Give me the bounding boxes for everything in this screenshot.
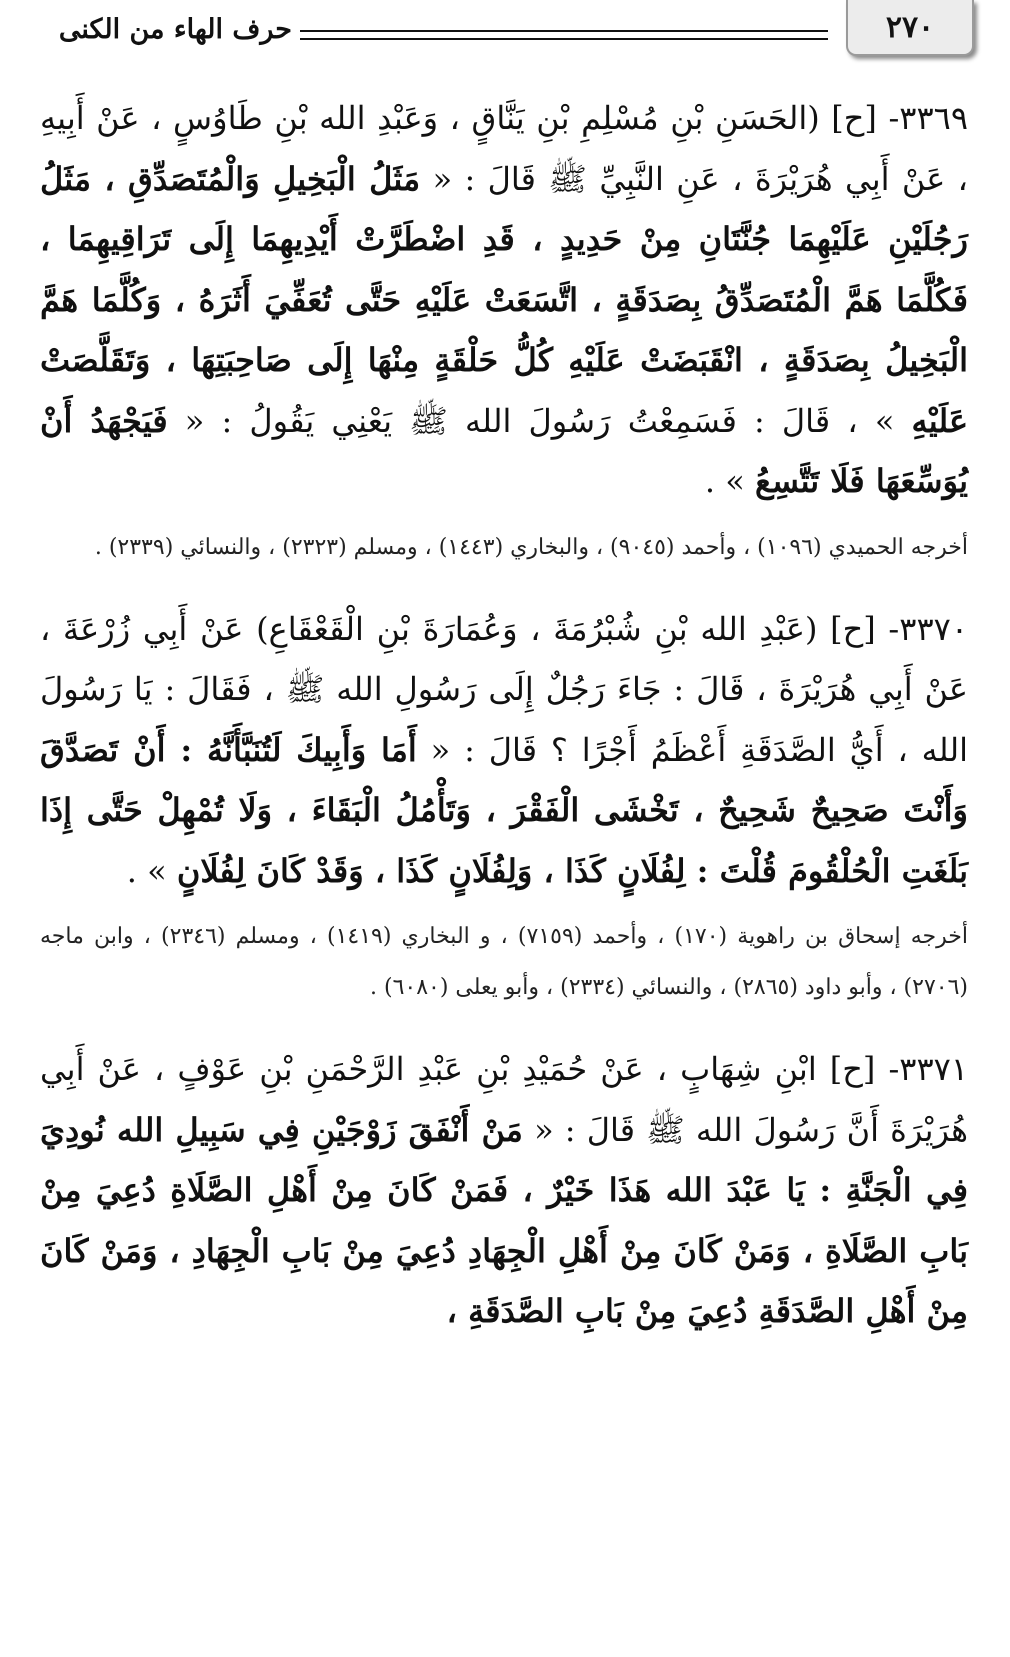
- page-content: [40, 88, 968, 1342]
- hadith-takhrij: أخرجه الحميدي (١٠٩٦) ، وأحمد (٩٠٤٥) ، والبخاري (١٤٤٣) ، ومسلم (٢٣٢٣) ، والنسائي (٢٣٣٩) .: [94, 534, 968, 560]
- hadith-matn: مَنْ أَنْفَقَ زَوْجَيْنِ فِي سَبِيلِ الله نُودِيَ فِي الْجَنَّةِ : يَا عَبْدَ الله هَذَا خَيْرٌ ، فَمَنْ كَانَ مِنْ أَهْلِ الصَّلَاةِ دُعِيَ مِنْ بَابِ الصَّلَاةِ ، وَمَنْ كَانَ مِنْ أَهْلِ الْجِهَادِ دُعِيَ مِنْ بَابِ الْجِهَادِ ، وَمَنْ كَانَ مِنْ أَهْلِ الصَّدَقَةِ دُعِيَ مِنْ بَابِ الصَّدَقَةِ ،: [40, 1110, 969, 1330]
- hadith-entry: [40, 1039, 968, 1342]
- hadith-number: ٣٣٧١: [899, 1050, 969, 1088]
- hadith-takhrij: أخرجه إسحاق بن راهوية (١٧٠) ، وأحمد (٧١٥٩) ، و البخاري (١٤١٩) ، ومسلم (٢٣٤٦) ، وابن ماجه (٢٧٠٦) ، وأبو داود (٢٨٦٥) ، والنسائي (٢٣٣٤) ، وأبو يعلى (٦٠٨٠) .: [40, 924, 968, 1000]
- header-double-rule: [300, 30, 828, 40]
- chapter-title: حرف الهاء من الكنى: [58, 14, 292, 45]
- hadith-entry: [40, 599, 968, 1014]
- page-number: ٢٧٠: [885, 9, 935, 45]
- hadith-closing: » .: [126, 851, 167, 890]
- hadith-number: ٣٣٧٠: [899, 609, 968, 648]
- hadith-matn: أَمَا وَأَبِيكَ لَتُنَبَّأَنَّهُ : أَنْ تَصَدَّقَ وَأَنْتَ صَحِيحٌ شَحِيحٌ ، تَخْشَى الْفَقْرَ ، وَتَأْمُلُ الْبَقَاءَ ، وَلَا تُمْهِلْ حَتَّى إِذَا بَلَغَتِ الْحُلْقُومَ قُلْتَ : لِفُلَانٍ كَذَا ، وَلِفُلَانٍ كَذَا ، وَقَدْ كَانَ لِفُلَانٍ: [40, 730, 968, 890]
- hadith-number: ٣٣٦٩: [899, 99, 968, 137]
- hadith-chain: - [ح] ابْنِ شِهَابٍ ، عَنْ حُمَيْدِ بْنِ عَبْدِ الرَّحْمَنِ بْنِ عَوْفٍ ، عَنْ أَبِي هُرَيْرَةَ أَنَّ رَسُولَ الله ﷺ قَالَ : «: [40, 1050, 969, 1149]
- hadith-entry: [40, 88, 968, 573]
- hadith-text: [40, 599, 968, 902]
- hadith-text: [40, 1039, 968, 1342]
- page-header: [0, 0, 1010, 70]
- hadith-closing: » .: [704, 462, 745, 500]
- hadith-chain: - [ح] (الحَسَنِ بْنِ مُسْلِمِ بْنِ يَنَّاقٍ ، وَعَبْدِ الله بْنِ طَاوُسٍ ، عَنْ أَبِيهِ ، عَنْ أَبِي هُرَيْرَةَ ، عَنِ النَّبِيِّ ﷺ قَالَ : «: [40, 99, 969, 198]
- hadith-matn-continued: فَيَجْهَدُ أَنْ يُوَسِّعَهَا فَلَا تَتَّسِعُ: [40, 401, 968, 500]
- hadith-connector: » ، قَالَ : فَسَمِعْتُ رَسُولَ الله ﷺ يَعْنِي يَقُولُ : «: [184, 401, 895, 440]
- hadith-chain: - [ح] (عَبْدِ الله بْنِ شُبْرُمَةَ ، وَعُمَارَةَ بْنِ الْقَعْقَاعِ) عَنْ أَبِي زُرْعَةَ ، عَنْ أَبِي هُرَيْرَةَ ، قَالَ : جَاءَ رَجُلٌ إِلَى رَسُولِ الله ﷺ ، فَقَالَ : يَا رَسُولَ الله ، أَيُّ الصَّدَقَةِ أَعْظَمُ أَجْرًا ؟ قَالَ : «: [40, 609, 969, 769]
- page-number-tab: [846, 0, 974, 56]
- hadith-text: [40, 88, 968, 512]
- hadith-matn: مَثَلُ الْبَخِيلِ وَالْمُتَصَدِّقِ ، مَثَلُ رَجُلَيْنِ عَلَيْهِمَا جُنَّتَانِ مِنْ حَدِيدٍ ، قَدِ اضْطَرَّتْ أَيْدِيهِمَا إِلَى تَرَاقِيهِمَا ، فَكُلَّمَا هَمَّ الْمُتَصَدِّقُ بِصَدَقَةٍ ، اتَّسَعَتْ عَلَيْهِ حَتَّى تُعَفِّيَ أَثَرَهُ ، وَكُلَّمَا هَمَّ الْبَخِيلُ بِصَدَقَةٍ ، انْقَبَضَتْ عَلَيْهِ كُلُّ حَلْقَةٍ مِنْهَا إِلَى صَاحِبَتِهَا ، وَتَقَلَّصَتْ عَلَيْهِ: [40, 159, 969, 440]
